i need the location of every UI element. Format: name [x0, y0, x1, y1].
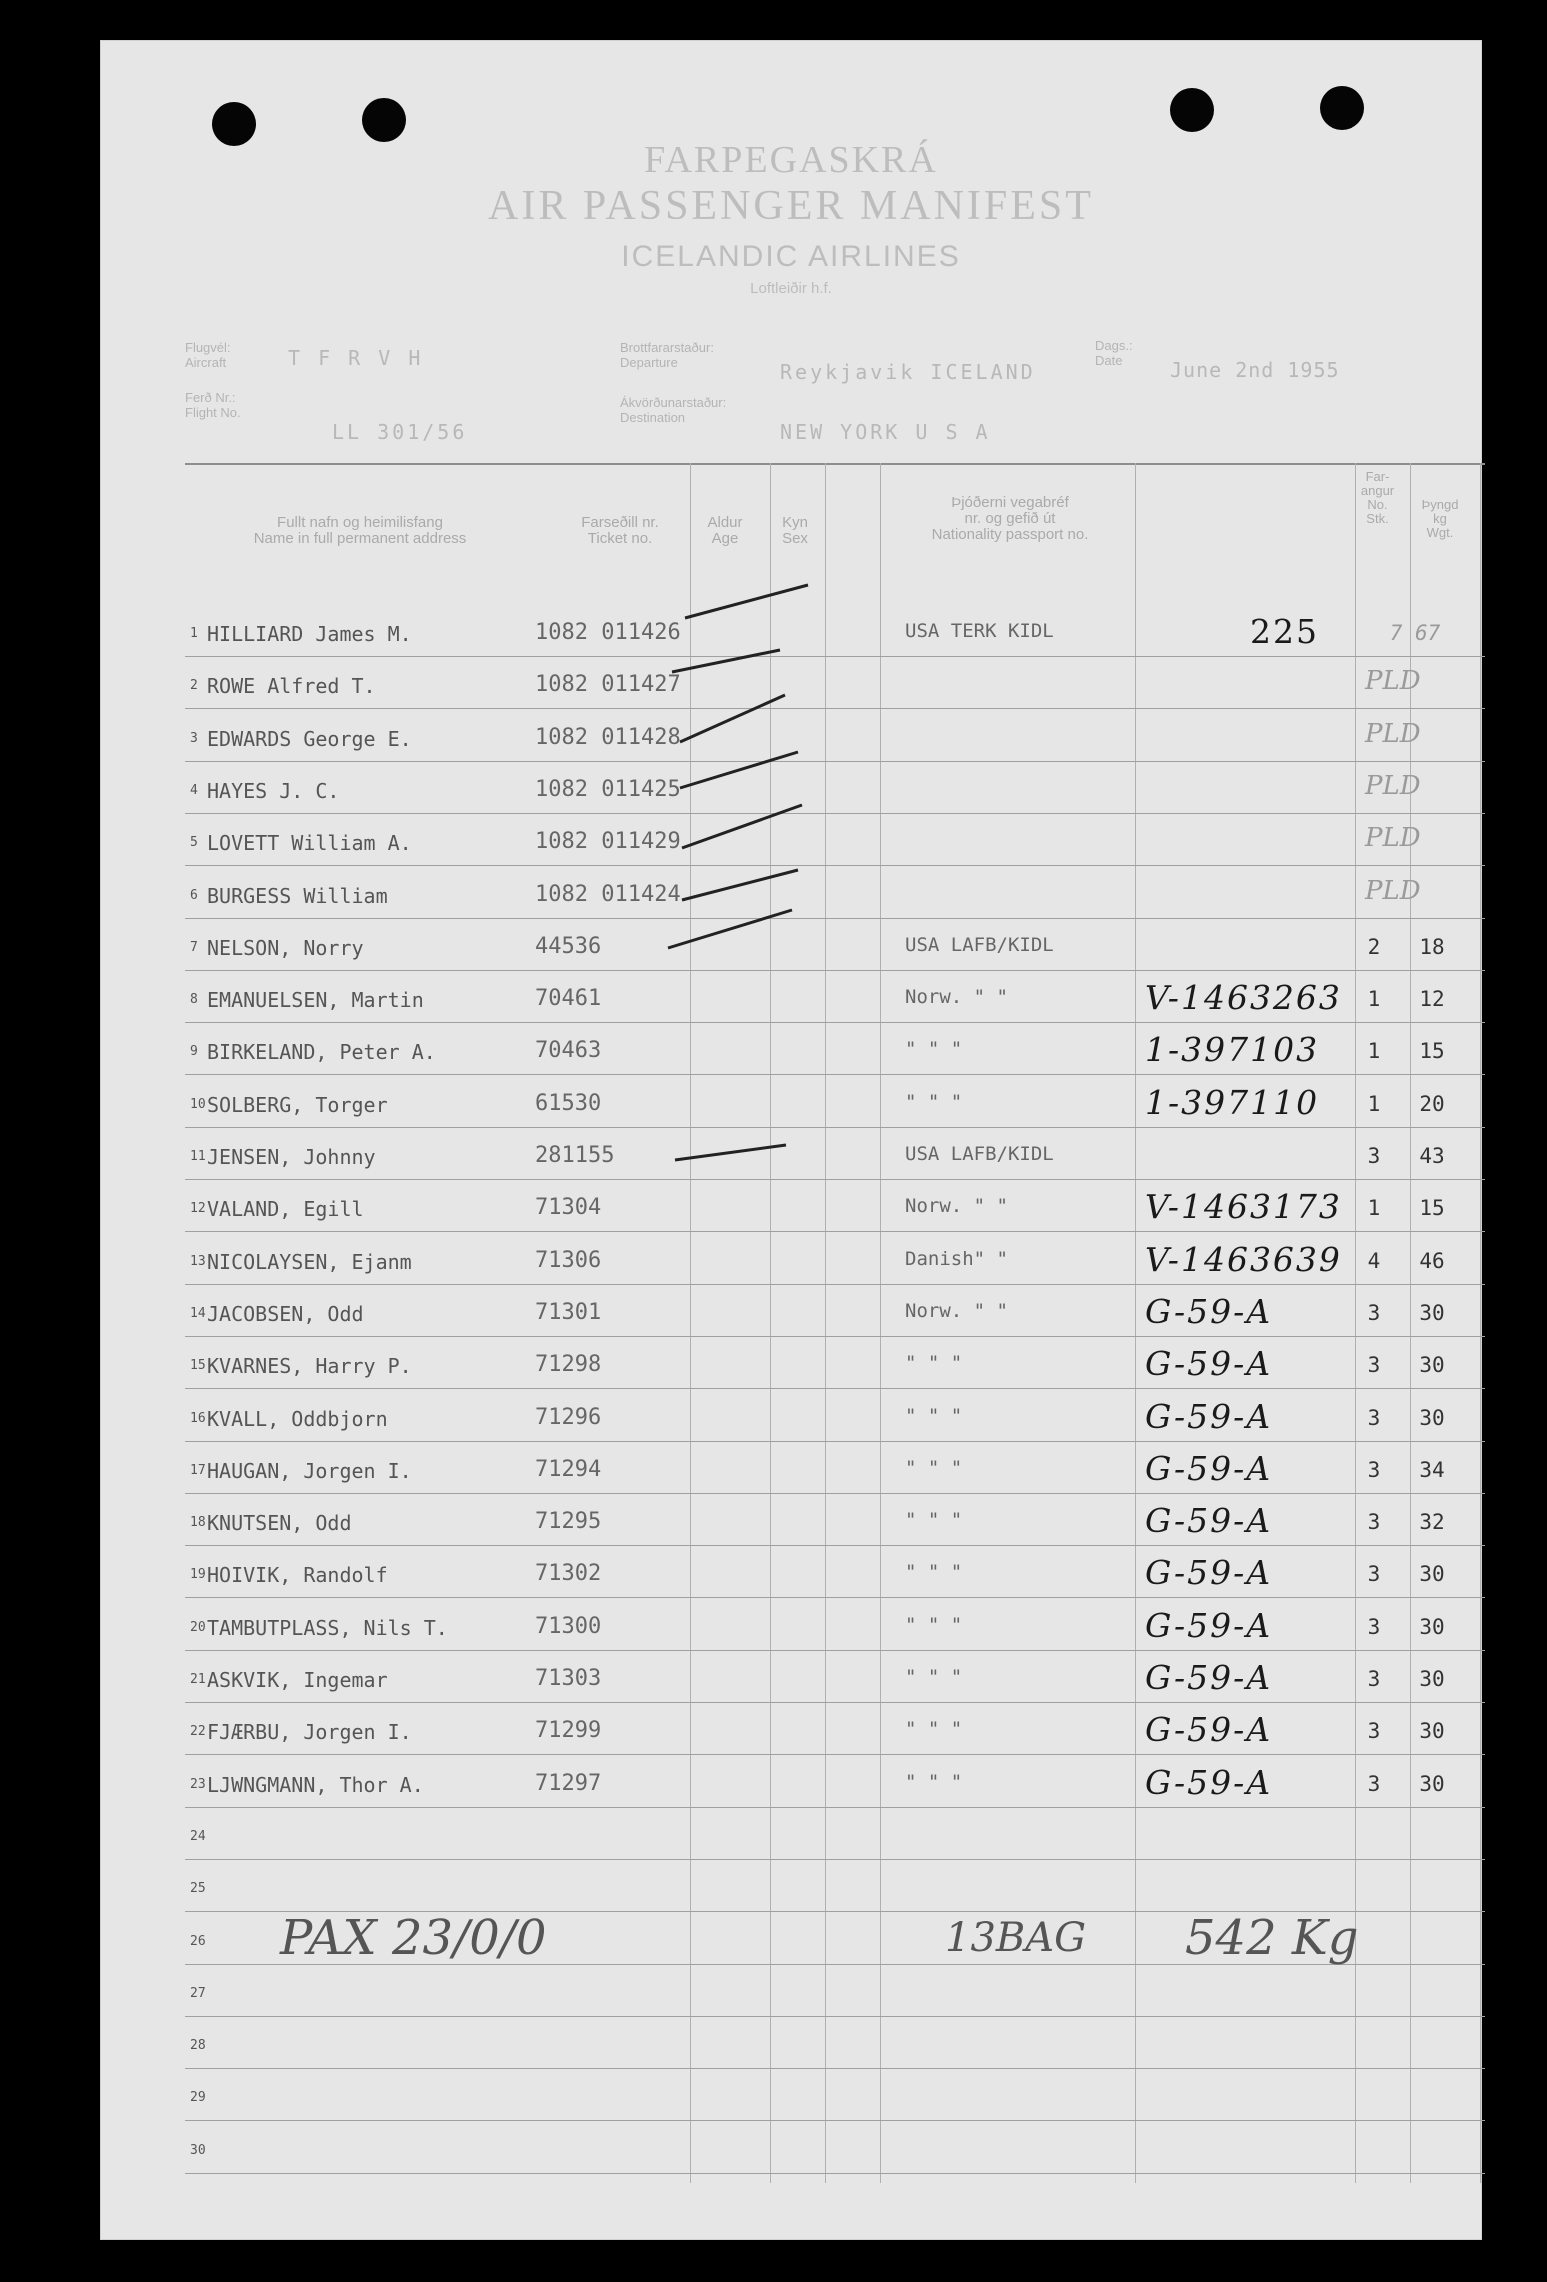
row-number: 8 [190, 992, 198, 1007]
destination-value: NEW YORK U S A [780, 420, 991, 444]
column-header-nationality: Þjóðerni vegabréf nr. og gefið út Nationality passport no. [931, 494, 1089, 543]
passenger-name: HILLIARD James M. [207, 622, 412, 646]
passenger-name: NICOLAYSEN, Ejanm [207, 1250, 412, 1274]
passport-number: V-1463263 [1145, 978, 1342, 1017]
row-number: 2 [190, 678, 198, 693]
passport-number: G-59-A [1145, 1763, 1273, 1802]
ticket-number: 1082 011424 [535, 882, 681, 907]
baggage-pieces: 3 [1367, 1301, 1381, 1325]
title-icelandic: FARPEGASKRÁ [644, 139, 938, 181]
passenger-name: JENSEN, Johnny [207, 1145, 376, 1169]
pld-mark: PLD [1365, 876, 1421, 906]
passenger-name: HAYES J. C. [207, 779, 340, 803]
ticket-number: 71306 [535, 1248, 602, 1273]
baggage-pieces: 3 [1367, 1458, 1381, 1482]
baggage-pieces: 3 [1367, 1144, 1381, 1168]
passport-number: 1-397110 [1145, 1083, 1320, 1122]
pld-mark: PLD [1365, 719, 1421, 749]
baggage-pieces: 3 [1367, 1615, 1381, 1639]
passenger-name: KNUTSEN, Odd [207, 1511, 352, 1535]
passenger-name: KVALL, Oddbjorn [207, 1407, 388, 1431]
flight-label: Ferð Nr.: Flight No. [185, 390, 241, 420]
date-value: June 2nd 1955 [1170, 358, 1340, 382]
passenger-name: HAUGAN, Jorgen I. [207, 1459, 412, 1483]
row-number: 22 [190, 1724, 206, 1739]
baggage-weight: 30 [1419, 1353, 1445, 1377]
baggage-pieces: 3 [1367, 1510, 1381, 1534]
pld-mark: PLD [1365, 666, 1421, 696]
nationality: " " " [905, 1038, 963, 1060]
baggage-weight: 18 [1419, 935, 1445, 959]
baggage-pieces: 3 [1367, 1667, 1381, 1691]
row-number: 3 [190, 731, 198, 746]
aircraft-value: T F R V H [288, 346, 424, 370]
nationality: " " " [905, 1614, 963, 1636]
row-number: 23 [190, 1777, 206, 1792]
row-number: 18 [190, 1515, 206, 1530]
airline-name: ICELANDIC AIRLINES [621, 240, 961, 273]
passport-number: G-59-A [1145, 1344, 1273, 1383]
ticket-number: 71297 [535, 1771, 602, 1796]
column-header-weight: Þyngd kg Wgt. [1421, 497, 1459, 540]
baggage-weight: 30 [1419, 1772, 1445, 1796]
baggage-weight: 30 [1419, 1719, 1445, 1743]
pld-mark: PLD [1365, 771, 1421, 801]
ticket-number: 71294 [535, 1457, 602, 1482]
passenger-name: EMANUELSEN, Martin [207, 988, 424, 1012]
row-number: 29 [190, 2090, 206, 2105]
ticket-number: 71299 [535, 1718, 602, 1743]
destination-label: Ákvörðunarstaður: Destination [620, 395, 727, 425]
baggage-weight: 46 [1419, 1249, 1445, 1273]
departure-value: Reykjavik ICELAND [780, 360, 1036, 384]
passenger-name: EDWARDS George E. [207, 727, 412, 751]
passenger-name: BURGESS William [207, 884, 388, 908]
row-number: 16 [190, 1411, 206, 1426]
row-number: 6 [190, 888, 198, 903]
passenger-name: SOLBERG, Torger [207, 1093, 388, 1117]
passenger-name: BIRKELAND, Peter A. [207, 1040, 436, 1064]
baggage-weight: 12 [1419, 987, 1445, 1011]
total-bags: 13BAG [945, 1915, 1087, 1961]
passport-number: G-59-A [1145, 1710, 1273, 1749]
passenger-name: JACOBSEN, Odd [207, 1302, 364, 1326]
ticket-number: 1082 011426 [535, 620, 681, 645]
baggage-pieces: 1 [1367, 1196, 1381, 1220]
passenger-name: KVARNES, Harry P. [207, 1354, 412, 1378]
passenger-name: VALAND, Egill [207, 1197, 364, 1221]
passport-number: G-59-A [1145, 1658, 1273, 1697]
baggage-pieces: 2 [1367, 935, 1381, 959]
passport-number: V-1463639 [1145, 1240, 1342, 1279]
nationality: " " " [905, 1352, 963, 1374]
nationality: " " " [905, 1666, 963, 1688]
baggage-pieces: 1 [1367, 987, 1381, 1011]
baggage-weight: 30 [1419, 1406, 1445, 1430]
ticket-number: 61530 [535, 1091, 602, 1116]
ticket-number: 70461 [535, 986, 602, 1011]
row-number: 4 [190, 783, 198, 798]
pld-mark: PLD [1365, 823, 1421, 853]
passenger-name: HOIVIK, Randolf [207, 1563, 388, 1587]
baggage-pieces: 1 [1367, 1039, 1381, 1063]
column-header-pieces: Far- angur No. Stk. [1360, 469, 1395, 526]
passport-number: V-1463173 [1145, 1187, 1342, 1226]
baggage-pieces: 1 [1367, 1092, 1381, 1116]
ticket-number: 71304 [535, 1195, 602, 1220]
passenger-name: ROWE Alfred T. [207, 674, 376, 698]
row-number: 14 [190, 1306, 206, 1321]
ticket-number: 1082 011428 [535, 725, 681, 750]
baggage-pieces: 3 [1367, 1772, 1381, 1796]
row-number: 1 [190, 626, 198, 641]
total-passengers: PAX 23/0/0 [280, 1910, 547, 1966]
column-header-age: Aldur Age [707, 514, 743, 547]
row-number: 21 [190, 1672, 206, 1687]
baggage-weight: 32 [1419, 1510, 1445, 1534]
ticket-number: 1082 011427 [535, 672, 681, 697]
ticket-number: 71303 [535, 1666, 602, 1691]
passenger-name: ASKVIK, Ingemar [207, 1668, 388, 1692]
baggage-weight: 15 [1419, 1196, 1445, 1220]
row-number: 11 [190, 1149, 206, 1164]
row-number: 24 [190, 1829, 206, 1844]
date-label: Dags.: Date [1095, 338, 1133, 368]
nationality: " " " [905, 1509, 963, 1531]
baggage-pieces: 3 [1367, 1562, 1381, 1586]
baggage-pieces: 3 [1367, 1719, 1381, 1743]
baggage-weight: 15 [1419, 1039, 1445, 1063]
baggage-pieces: 4 [1367, 1249, 1381, 1273]
ticket-number: 71296 [535, 1405, 602, 1430]
row-number: 19 [190, 1567, 206, 1582]
nationality: " " " [905, 1718, 963, 1740]
passport-number: G-59-A [1145, 1292, 1273, 1331]
baggage-weight: 43 [1419, 1144, 1445, 1168]
departure-label: Brottfararstaður: Departure [620, 340, 714, 370]
passport-number: 1-397103 [1145, 1030, 1320, 1069]
row-number: 28 [190, 2038, 206, 2053]
nationality: " " " [905, 1091, 963, 1113]
row-number: 9 [190, 1044, 198, 1059]
aircraft-label: Flugvél: Aircraft [185, 340, 231, 370]
baggage-weight: 30 [1419, 1301, 1445, 1325]
ticket-number: 71295 [535, 1509, 602, 1534]
row-number: 10 [190, 1097, 206, 1112]
column-header-ticket: Farseðill nr. Ticket no. [581, 514, 659, 547]
row-number: 27 [190, 1986, 206, 2001]
passport-number: G-59-A [1145, 1397, 1273, 1436]
nationality: Norw. " " [905, 1195, 1008, 1217]
baggage-weight: 34 [1419, 1458, 1445, 1482]
passenger-name: LJWNGMANN, Thor A. [207, 1773, 424, 1797]
passenger-name: TAMBUTPLASS, Nils T. [207, 1616, 448, 1640]
passport-number: 225 [1250, 612, 1319, 651]
passenger-name: NELSON, Norry [207, 936, 364, 960]
ticket-number: 281155 [535, 1143, 615, 1168]
row-number: 25 [190, 1881, 206, 1896]
total-weight: 542 Kg [1185, 1910, 1359, 1966]
row-number: 20 [190, 1620, 206, 1635]
nationality: USA TERK KIDL [905, 620, 1054, 642]
passport-number: G-59-A [1145, 1449, 1273, 1488]
column-header-name: Fullt nafn og heimilisfang Name in full permanent address [253, 514, 467, 547]
row-number: 17 [190, 1463, 206, 1478]
flight-number-value: LL 301/56 [332, 420, 468, 444]
ticket-number: 71302 [535, 1561, 602, 1586]
row-number: 5 [190, 835, 198, 850]
nationality: Danish" " [905, 1248, 1008, 1270]
airline-subtitle: Loftleiðir h.f. [750, 280, 832, 297]
ticket-number: 1082 011425 [535, 777, 681, 802]
baggage-weight: 30 [1419, 1615, 1445, 1639]
baggage-weight: 7 67 [1389, 621, 1441, 645]
passenger-name: LOVETT William A. [207, 831, 412, 855]
ticket-number: 1082 011429 [535, 829, 681, 854]
nationality: " " " [905, 1561, 963, 1583]
ticket-number: 70463 [535, 1038, 602, 1063]
passport-number: G-59-A [1145, 1501, 1273, 1540]
row-number: 30 [190, 2143, 206, 2158]
nationality: USA LAFB/KIDL [905, 934, 1054, 956]
baggage-weight: 30 [1419, 1562, 1445, 1586]
row-number: 15 [190, 1358, 206, 1373]
nationality: Norw. " " [905, 1300, 1008, 1322]
row-number: 12 [190, 1201, 206, 1216]
passport-number: G-59-A [1145, 1606, 1273, 1645]
baggage-pieces: 3 [1367, 1406, 1381, 1430]
baggage-pieces: 3 [1367, 1353, 1381, 1377]
ticket-number: 71298 [535, 1352, 602, 1377]
nationality: USA LAFB/KIDL [905, 1143, 1054, 1165]
column-header-sex: Kyn Sex [782, 514, 808, 547]
baggage-weight: 30 [1419, 1667, 1445, 1691]
baggage-weight: 20 [1419, 1092, 1445, 1116]
nationality: " " " [905, 1405, 963, 1427]
row-number: 13 [190, 1254, 206, 1269]
nationality: " " " [905, 1771, 963, 1793]
nationality: " " " [905, 1457, 963, 1479]
nationality: Norw. " " [905, 986, 1008, 1008]
ticket-number: 44536 [535, 934, 602, 959]
title-english: AIR PASSENGER MANIFEST [488, 183, 1094, 229]
passport-number: G-59-A [1145, 1553, 1273, 1592]
passenger-name: FJÆRBU, Jorgen I. [207, 1720, 412, 1744]
ticket-number: 71301 [535, 1300, 602, 1325]
row-number: 7 [190, 940, 198, 955]
row-number: 26 [190, 1934, 206, 1949]
ticket-number: 71300 [535, 1614, 602, 1639]
